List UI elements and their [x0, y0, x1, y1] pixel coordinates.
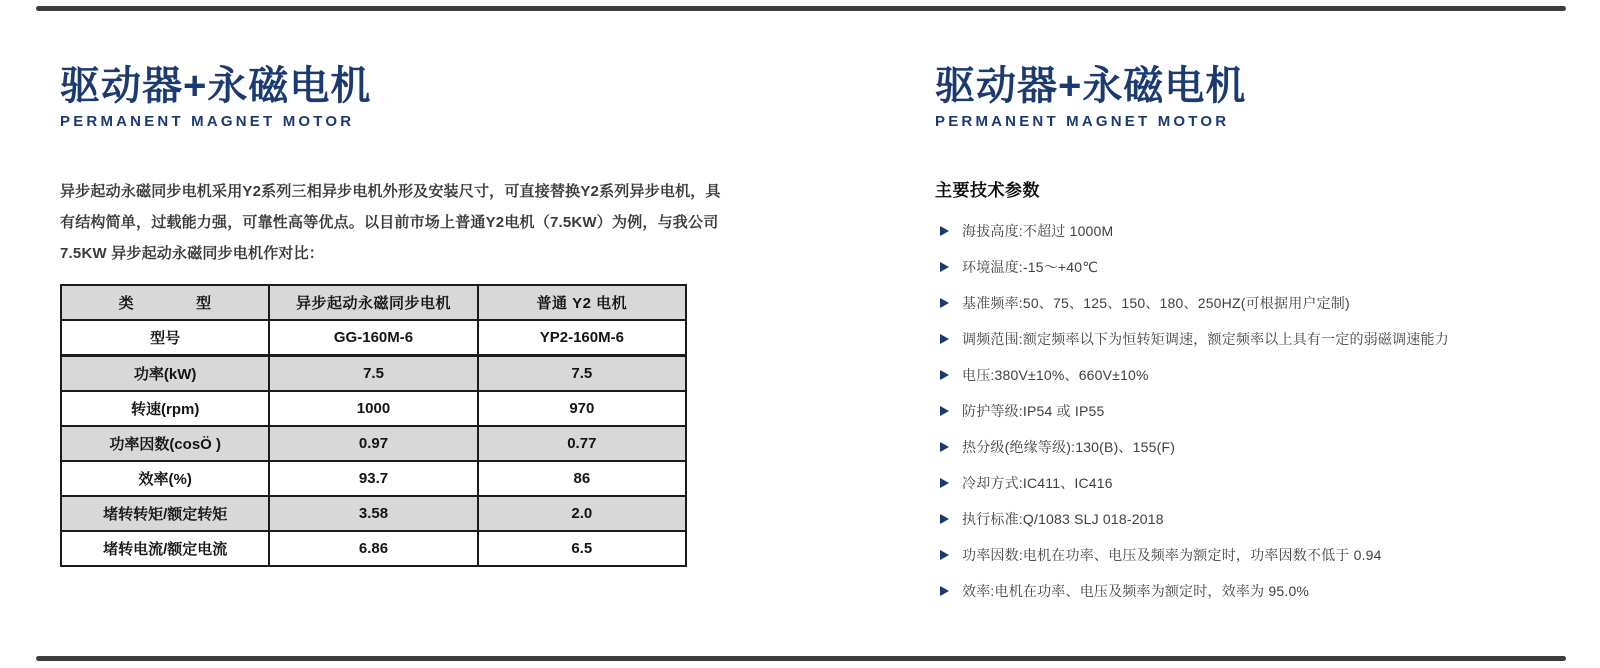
spec-text: 基准频率:50、75、125、150、180、250HZ(可根据用户定制)	[962, 294, 1350, 311]
right-title-block	[935, 64, 1585, 130]
intro-paragraph-line: 异步起动永磁同步电机采用Y2系列三相异步电机外形及安装尺寸，可直接替换Y2系列异步电机，具	[60, 183, 721, 200]
spec-text: 海拔高度:不超过 1000M	[962, 222, 1114, 239]
list-item	[940, 403, 1585, 418]
table-header-y2-motor: 普通 Y2 电机	[478, 285, 686, 320]
spec-text: 执行标准:Q/1083 SLJ 018-2018	[962, 510, 1164, 527]
bullet-triangle-icon	[940, 334, 949, 344]
page-top-edge	[36, 6, 1566, 11]
bullet-triangle-icon	[940, 586, 949, 596]
list-item	[940, 583, 1585, 598]
left-title-block	[60, 64, 710, 130]
row-label: 堵转电流/额定电流	[61, 531, 269, 566]
list-item	[940, 295, 1585, 310]
row-value-y2: 0.77	[478, 426, 686, 461]
intro-paragraph-line: 7.5KW 异步起动永磁同步电机作对比：	[60, 245, 325, 262]
table-row	[61, 391, 686, 426]
table-row	[61, 426, 686, 461]
bullet-triangle-icon	[940, 478, 949, 488]
row-label: 功率因数(cosÖ )	[61, 426, 269, 461]
list-item	[940, 475, 1585, 490]
row-value-pm: 7.5	[269, 356, 477, 392]
list-item	[940, 259, 1585, 274]
row-value-y2: 6.5	[478, 531, 686, 566]
bullet-triangle-icon	[940, 226, 949, 236]
spec-text: 调频范围:额定频率以下为恒转矩调速，额定频率以上具有一定的弱磁调速能力	[962, 330, 1449, 347]
row-label: 功率(kW)	[61, 356, 269, 392]
table-row	[61, 531, 686, 566]
table-header-type: 类 型	[61, 285, 269, 320]
page-title: 驱动器+永磁电机	[935, 64, 1247, 108]
page-subtitle: PERMANENT MAGNET MOTOR	[60, 113, 355, 130]
list-item	[940, 223, 1585, 238]
table-row	[61, 320, 686, 356]
list-item	[940, 439, 1585, 454]
row-value-y2: 970	[478, 391, 686, 426]
spec-list	[935, 223, 1585, 598]
row-value-y2: 86	[478, 461, 686, 496]
spec-text: 热分级(绝缘等级):130(B)、155(F)	[962, 438, 1176, 455]
bullet-triangle-icon	[940, 442, 949, 452]
right-page	[935, 64, 1585, 619]
row-label: 效率(%)	[61, 461, 269, 496]
list-item	[940, 331, 1585, 346]
row-value-pm: 6.86	[269, 531, 477, 566]
page-subtitle: PERMANENT MAGNET MOTOR	[935, 113, 1230, 130]
intro-paragraph	[60, 176, 721, 269]
list-item	[940, 511, 1585, 526]
bullet-triangle-icon	[940, 298, 949, 308]
section-heading: 主要技术参数	[935, 181, 1040, 200]
left-page	[60, 64, 721, 567]
spec-text: 电压:380V±10%、660V±10%	[962, 366, 1149, 383]
row-value-pm: GG-160M-6	[269, 320, 477, 356]
page-title: 驱动器+永磁电机	[60, 64, 372, 108]
spec-text: 环境温度:-15～+40℃	[962, 258, 1099, 275]
row-value-pm: 93.7	[269, 461, 477, 496]
intro-paragraph-line: 有结构简单，过载能力强，可靠性高等优点。以目前市场上普通Y2电机（7.5KW）为例，与我公司	[60, 214, 719, 231]
table-header-pm-motor: 异步起动永磁同步电机	[269, 285, 477, 320]
row-label: 转速(rpm)	[61, 391, 269, 426]
table-row	[61, 496, 686, 531]
table-header-row	[61, 285, 686, 320]
list-item	[940, 367, 1585, 382]
table-row	[61, 461, 686, 496]
spec-text: 防护等级:IP54 或 IP55	[962, 402, 1105, 419]
row-value-pm: 1000	[269, 391, 477, 426]
page-bottom-edge	[36, 656, 1566, 661]
row-value-pm: 3.58	[269, 496, 477, 531]
bullet-triangle-icon	[940, 550, 949, 560]
bullet-triangle-icon	[940, 514, 949, 524]
bullet-triangle-icon	[940, 406, 949, 416]
table-row	[61, 356, 686, 392]
row-value-y2: 7.5	[478, 356, 686, 392]
row-label: 堵转转矩/额定转矩	[61, 496, 269, 531]
list-item	[940, 547, 1585, 562]
spec-text: 效率:电机在功率、电压及频率为额定时，效率为 95.0%	[962, 582, 1310, 599]
bullet-triangle-icon	[940, 370, 949, 380]
row-value-y2: YP2-160M-6	[478, 320, 686, 356]
spec-text: 功率因数:电机在功率、电压及频率为额定时，功率因数不低于 0.94	[962, 546, 1382, 563]
row-value-y2: 2.0	[478, 496, 686, 531]
row-value-pm: 0.97	[269, 426, 477, 461]
comparison-table	[60, 284, 687, 567]
bullet-triangle-icon	[940, 262, 949, 272]
row-label: 型号	[61, 320, 269, 356]
spec-text: 冷却方式:IC411、IC416	[962, 474, 1113, 491]
